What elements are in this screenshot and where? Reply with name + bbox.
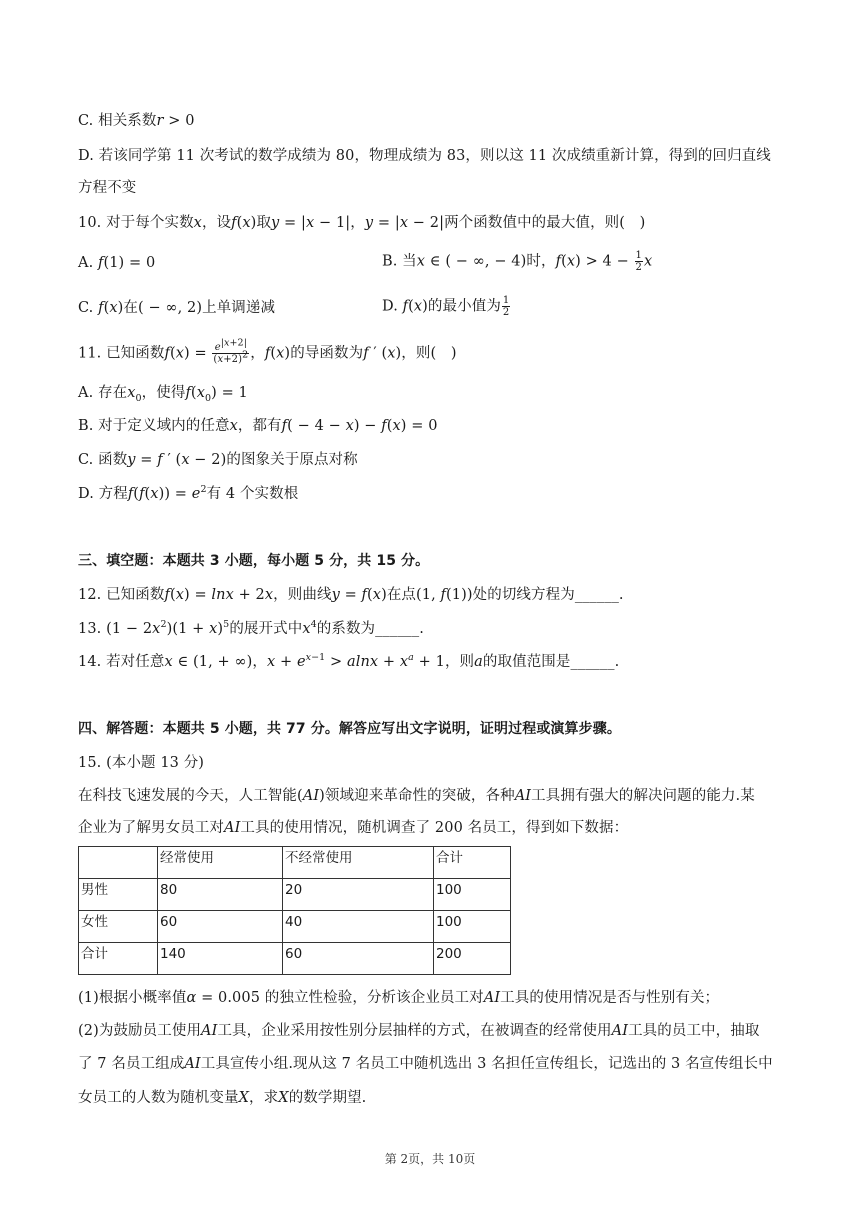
text: 11. 已知函数 [78, 345, 165, 362]
question-15-sub2-line2: 了 7 名员工组成AI工具宣传小组.现从这 7 名员工中随机选出 3 名担任宣传组长，记选出的 3 名宣传组长中 [78, 1056, 773, 1072]
text: 了 7 名员工组成 [78, 1056, 185, 1072]
text: C. 相关系数 [78, 113, 157, 129]
text: (2)为鼓励员工使用 [78, 1023, 202, 1039]
option-11c: C. 函数y = f ′ (x − 2)的图象关于原点对称 [78, 452, 358, 468]
table-cell: 不经常使用 [283, 847, 434, 879]
section-3-heading: 三、填空题：本题共 3 小题，每小题 5 分，共 15 分。 [78, 553, 430, 569]
text: 两个函数值中的最大值，则( ) [444, 215, 646, 231]
text: ，使得 [141, 385, 186, 401]
text: 处的切线方程为______. [472, 587, 624, 603]
question-15-head: 15. (本小题 13 分) [78, 755, 205, 771]
text: ，都有 [237, 418, 282, 434]
option-9d-line1: D. 若该同学第 11 次考试的数学成绩为 80，物理成绩为 83，则以这 11 次成绩重新计算，得到的回归直线 [78, 148, 771, 164]
text: B. 对于定义域内的任意 [78, 418, 230, 434]
text: 在科技飞速发展的今天，人工智能( [78, 788, 303, 804]
question-11: 11. 已知函数f(x) = $\frac{e^{|x+2|}}{(x+2)^2}$ ，f(x)的导函数为f ′ (x)，则( ) [78, 337, 457, 365]
text: D. [382, 298, 403, 315]
question-15-para2: 企业为了解男女员工对AI工具的使用情况，随机调查了 200 名员工，得到如下数据： [78, 820, 629, 836]
question-14: 14. 若对任意x ∈ (1, + ∞)，$x + e^{x-1} > alnx + x^a + 1$，则a的取值范围是______. [78, 652, 620, 670]
text: 有 4 个实数根 [206, 486, 299, 502]
table-cell: 100 [434, 879, 511, 911]
question-13: 13. $(1 - 2x^2)(1 + x)^5$的展开式中$x^4$的系数为______. [78, 619, 424, 637]
text: 的取值范围是______. [482, 654, 620, 670]
question-15-sub1: (1)根据小概率值α = 0.005 的独立性检验，分析该企业员工对AI工具的使用情况是否与性别有关； [78, 990, 720, 1006]
text: A. [78, 255, 98, 271]
text: C. 函数 [78, 452, 128, 468]
math: r [156, 113, 164, 129]
text: 工具，企业采用按性别分层抽样的方式，在被调查的经常使用 [217, 1023, 612, 1039]
option-11b: B. 对于定义域内的任意x，都有f( − 4 − x) − f(x) = 0 [78, 418, 438, 434]
section-4-heading: 四、解答题：本题共 5 小题，共 77 分。解答应写出文字说明，证明过程或演算步骤。 [78, 721, 621, 737]
text: B. 当 [382, 253, 417, 270]
text: ， [252, 654, 268, 670]
text: 工具的员工中，抽取 [628, 1023, 760, 1039]
text: 的最小值为 [427, 298, 501, 315]
text: 14. 若对任意 [78, 654, 165, 670]
option-10b: B. 当x ∈ ( − ∞, − 4)时，f(x) > 4 − $\frac{1}{2}$ x [382, 250, 653, 273]
option-9d-line2: 方程不变 [78, 180, 137, 196]
table-header-row [79, 847, 511, 879]
text: 女员工的人数为随机变量 [78, 1090, 239, 1106]
text: 的系数为______. [316, 621, 424, 637]
text: C. [78, 300, 99, 316]
question-10: 10. 对于每个实数x，设f(x)取y = |x − 1|，y = |x − 2|两个函数值中的最大值，则( ) [78, 215, 646, 231]
text: ，则 [444, 654, 475, 670]
text: A. 存在 [78, 385, 128, 401]
table-row [79, 911, 511, 943]
option-9c: C. 相关系数r > 0 [78, 113, 195, 129]
text: 的独立性检验，分析该企业员工对 [264, 990, 484, 1006]
table-cell: 100 [434, 911, 511, 943]
text: 取 [256, 215, 272, 231]
text: 企业为了解男女员工对 [78, 820, 224, 836]
table-row [79, 879, 511, 911]
text: ， [250, 345, 265, 362]
text: 的导函数为 [290, 345, 364, 362]
text: )领域迎来革命性的突破，各种 [319, 788, 515, 804]
text: 12. 已知函数 [78, 587, 165, 603]
question-15-sub2-line3: 女员工的人数为随机变量X，求X的数学期望. [78, 1090, 367, 1106]
text: D. 方程 [78, 486, 128, 502]
text: 的数学期望. [288, 1090, 367, 1106]
table-row [79, 943, 511, 975]
text: 上单调递减 [202, 300, 276, 316]
option-11d: D. 方程$f(f(x)) = e^2$有 4 个实数根 [78, 484, 299, 502]
page-footer: 第 2页，共 10页 [384, 1152, 476, 1166]
text: ，则曲线 [273, 587, 332, 603]
table-cell [79, 847, 158, 879]
text: 工具的使用情况，随机调查了 200 名员工，得到如下数据： [240, 820, 629, 836]
table-cell: 合计 [79, 943, 158, 975]
text: ，设 [201, 215, 232, 231]
option-10c: C. f(x)在( − ∞, 2)上单调递减 [78, 300, 276, 316]
table-cell: 男性 [79, 879, 158, 911]
table-cell: 140 [158, 943, 283, 975]
table-cell: 20 [283, 879, 434, 911]
table-cell: 60 [283, 943, 434, 975]
text: 在 [123, 300, 138, 316]
text: 工具的使用情况是否与性别有关； [500, 990, 720, 1006]
text: 时， [526, 253, 556, 270]
table-cell: 经常使用 [158, 847, 283, 879]
text: ，求 [249, 1090, 279, 1106]
option-10d: D. f(x)的最小值为 $\frac{1}{2}$ [382, 295, 510, 318]
table-cell: 200 [434, 943, 511, 975]
text: 工具宣传小组.现从这 7 名员工中随机选出 3 名担任宣传组长，记选出的 3 名宣传组长中 [200, 1056, 773, 1072]
table-cell: 合计 [434, 847, 511, 879]
table-cell: 80 [158, 879, 283, 911]
question-15-sub2-line1: (2)为鼓励员工使用AI工具，企业采用按性别分层抽样的方式，在被调查的经常使用AI工具的员工中，抽取 [78, 1023, 760, 1039]
survey-table [78, 846, 511, 975]
text: 在点 [386, 587, 417, 603]
table-cell: 60 [158, 911, 283, 943]
option-10a: A. f(1) = 0 [78, 255, 156, 271]
text: (1)根据小概率值 [78, 990, 187, 1006]
question-12: 12. 已知函数f(x) = lnx + 2x，则曲线y = f(x)在点(1, f(1))处的切线方程为______. [78, 587, 624, 603]
text: ，则( ) [401, 345, 457, 362]
table-cell: 40 [283, 911, 434, 943]
text: 工具拥有强大的解决问题的能力.某 [531, 788, 755, 804]
text: 10. 对于每个实数 [78, 215, 194, 231]
text: 的展开式中 [229, 621, 303, 637]
option-11a: A. 存在$x_0$，使得$f(x_0) = 1$ [78, 385, 248, 404]
table-cell: 女性 [79, 911, 158, 943]
question-15-para1: 在科技飞速发展的今天，人工智能(AI)领域迎来革命性的突破，各种AI工具拥有强大的解决问题的能力.某 [78, 788, 755, 804]
text: 的图象关于原点对称 [226, 452, 358, 468]
